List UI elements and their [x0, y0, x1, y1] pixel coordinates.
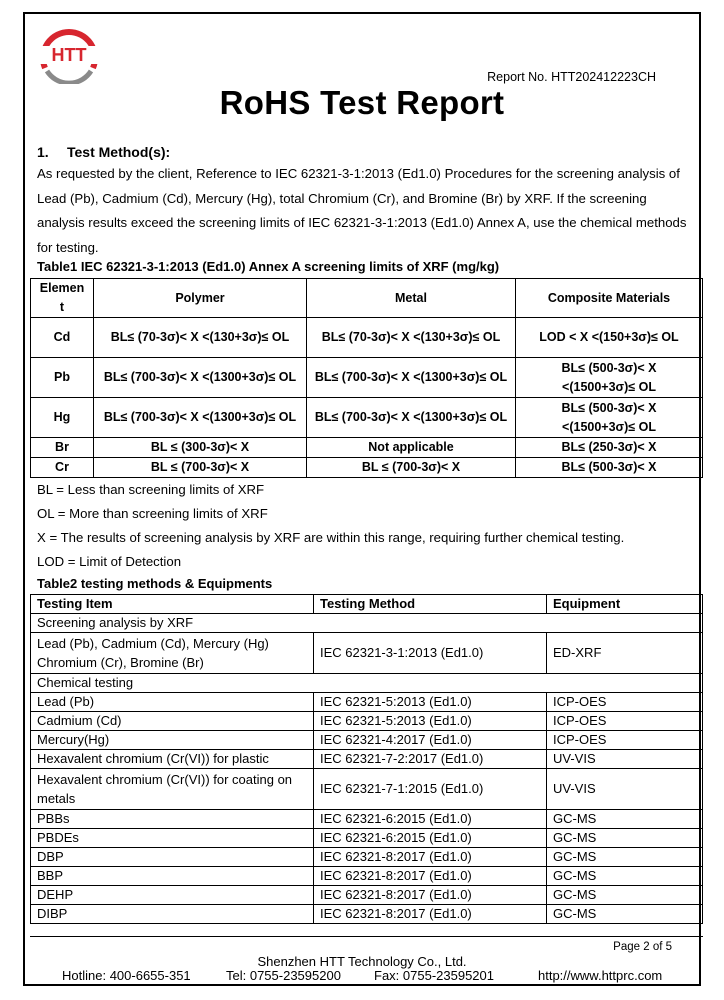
table-row: [31, 905, 703, 924]
table-cell: BL ≤ (300-3σ)< X: [94, 438, 307, 458]
table1-header: Polymer: [94, 279, 307, 318]
htt-logo: [33, 24, 105, 84]
table-cell: ED-XRF: [547, 633, 703, 674]
table-cell: BL≤ (250-3σ)< X: [516, 438, 703, 458]
table-cell: LOD < X <(150+3σ)≤ OL: [516, 318, 703, 358]
table-cell: BL≤ (700-3σ)< X <(1300+3σ)≤ OL: [307, 398, 516, 438]
table-cell: IEC 62321-8:2017 (Ed1.0): [314, 886, 547, 905]
table-row: [31, 867, 703, 886]
table-row: [31, 886, 703, 905]
table-cell: IEC 62321-6:2015 (Ed1.0): [314, 810, 547, 829]
table-cell: Cd: [31, 318, 94, 358]
table-cell: IEC 62321-4:2017 (Ed1.0): [314, 731, 547, 750]
table-cell: BL ≤ (700-3σ)< X: [307, 458, 516, 478]
footer-divider: [30, 936, 703, 937]
table-cell: GC-MS: [547, 848, 703, 867]
table-cell: BL≤ (700-3σ)< X <(1300+3σ)≤ OL: [94, 398, 307, 438]
table-cell: BL≤ (500-3σ)< X <(1500+3σ)≤ OL: [516, 398, 703, 438]
table-cell: Not applicable: [307, 438, 516, 458]
group-row: [31, 674, 703, 693]
svg-text:HTT: HTT: [51, 45, 87, 65]
table-cell: GC-MS: [547, 810, 703, 829]
table-row: [31, 398, 703, 438]
table-cell: IEC 62321-7-2:2017 (Ed1.0): [314, 750, 547, 769]
table-cell: ICP-OES: [547, 712, 703, 731]
page-title: RoHS Test Report: [219, 84, 505, 121]
group-label: Chemical testing: [31, 674, 703, 693]
table-cell: Hexavalent chromium (Cr(VI)) for plastic: [31, 750, 314, 769]
table-row: [31, 693, 703, 712]
table-row: [31, 829, 703, 848]
footer-hotline: Hotline: 400-6655-351: [62, 968, 191, 983]
table-cell: UV-VIS: [547, 769, 703, 810]
table-cell: IEC 62321-8:2017 (Ed1.0): [314, 867, 547, 886]
note-line: LOD = Limit of Detection: [37, 554, 182, 569]
table-cell: ICP-OES: [547, 731, 703, 750]
table-row: [31, 731, 703, 750]
table-row: [31, 358, 703, 398]
note-line: BL = Less than screening limits of XRF: [37, 482, 265, 497]
table-row: [31, 810, 703, 829]
header-element: Elemen t: [39, 281, 85, 314]
table2-header: Testing Item: [31, 595, 314, 614]
abbreviation-notes: [37, 480, 624, 576]
table2-header: Equipment: [547, 595, 703, 614]
table-cell: PBBs: [31, 810, 314, 829]
testing-methods-table: [30, 594, 703, 924]
table-cell: GC-MS: [547, 867, 703, 886]
screening-limits-table: [30, 278, 703, 478]
table-cell: BL ≤ (700-3σ)< X: [94, 458, 307, 478]
footer-tel: Tel: 0755-23595200: [226, 968, 341, 983]
table-cell: Br: [31, 438, 94, 458]
section-number: 1.: [37, 144, 49, 160]
table-row: [31, 633, 703, 674]
table-row: [31, 712, 703, 731]
table1-header: Composite Materials: [516, 279, 703, 318]
group-label: Screening analysis by XRF: [31, 614, 703, 633]
table-cell: PBDEs: [31, 829, 314, 848]
table-cell: Mercury(Hg): [31, 731, 314, 750]
table-cell: Lead (Pb): [31, 693, 314, 712]
note-line: X = The results of screening analysis by XRF are within this range, requiring further chemical testing.: [37, 530, 625, 545]
table-cell: BL≤ (70-3σ)< X <(130+3σ)≤ OL: [307, 318, 516, 358]
table-cell: UV-VIS: [547, 750, 703, 769]
table-cell: IEC 62321-5:2013 (Ed1.0): [314, 693, 547, 712]
table-cell: GC-MS: [547, 905, 703, 924]
table1-header: [31, 279, 94, 318]
table-cell: BL≤ (70-3σ)< X <(130+3σ)≤ OL: [94, 318, 307, 358]
group-row: [31, 614, 703, 633]
table-cell: BL≤ (500-3σ)< X <(1500+3σ)≤ OL: [516, 358, 703, 398]
table-cell: Cadmium (Cd): [31, 712, 314, 731]
note-line: OL = More than screening limits of XRF: [37, 506, 268, 521]
section-heading: [37, 144, 170, 160]
table-cell: ICP-OES: [547, 693, 703, 712]
table-cell: BL≤ (700-3σ)< X <(1300+3σ)≤ OL: [94, 358, 307, 398]
table1-caption: Table1 IEC 62321-3-1:2013 (Ed1.0) Annex A screening limits of XRF (mg/kg): [37, 259, 500, 274]
table-cell: DBP: [31, 848, 314, 867]
table-cell: IEC 62321-5:2013 (Ed1.0): [314, 712, 547, 731]
table-cell: DEHP: [31, 886, 314, 905]
table-cell: Hexavalent chromium (Cr(VI)) for coating on metals: [31, 769, 314, 810]
table1-header: Metal: [307, 279, 516, 318]
table-cell: GC-MS: [547, 886, 703, 905]
report-number: Report No. HTT202412223CH: [487, 70, 656, 84]
table-cell: Hg: [31, 398, 94, 438]
footer-contact: [62, 968, 662, 983]
table-cell: BBP: [31, 867, 314, 886]
table-row: [31, 438, 703, 458]
method-paragraph: As requested by the client, Reference to IEC 62321-3-1:2013 (Ed1.0) Procedures for the screening analysis of Lead (Pb), Cadmium (Cd), Mercury (Hg), total Chromium (Cr), and Bromine (Br) by XRF. If the screening analysis results exceed the screening limits of IEC 62321-3-1:2013 (Ed1.0) Annex A, use the chemical methods for testing.: [37, 166, 687, 255]
footer-fax: Fax: 0755-23595201: [374, 968, 494, 983]
table-cell: BL≤ (700-3σ)< X <(1300+3σ)≤ OL: [307, 358, 516, 398]
table-cell: IEC 62321-8:2017 (Ed1.0): [314, 905, 547, 924]
table-cell: GC-MS: [547, 829, 703, 848]
table-row: [31, 769, 703, 810]
table2-header: Testing Method: [314, 595, 547, 614]
table-cell: DIBP: [31, 905, 314, 924]
table-cell: Lead (Pb), Cadmium (Cd), Mercury (Hg) Chromium (Cr), Bromine (Br): [31, 633, 314, 674]
table-row: [31, 750, 703, 769]
table-cell: IEC 62321-8:2017 (Ed1.0): [314, 848, 547, 867]
table2-caption: Table2 testing methods & Equipments: [37, 576, 273, 591]
footer-url[interactable]: http://www.httprc.com: [538, 968, 663, 983]
table-cell: IEC 62321-3-1:2013 (Ed1.0): [314, 633, 547, 674]
table-cell: Pb: [31, 358, 94, 398]
table-row: [31, 458, 703, 478]
section-title: Test Method(s):: [67, 144, 171, 160]
table-cell: IEC 62321-6:2015 (Ed1.0): [314, 829, 547, 848]
footer-company: Shenzhen HTT Technology Co., Ltd.: [257, 954, 467, 969]
table-row: [31, 848, 703, 867]
page-number: Page 2 of 5: [613, 941, 672, 953]
table-cell: IEC 62321-7-1:2015 (Ed1.0): [314, 769, 547, 810]
table-cell: BL≤ (500-3σ)< X: [516, 458, 703, 478]
table-cell: Cr: [31, 458, 94, 478]
table-row: [31, 318, 703, 358]
